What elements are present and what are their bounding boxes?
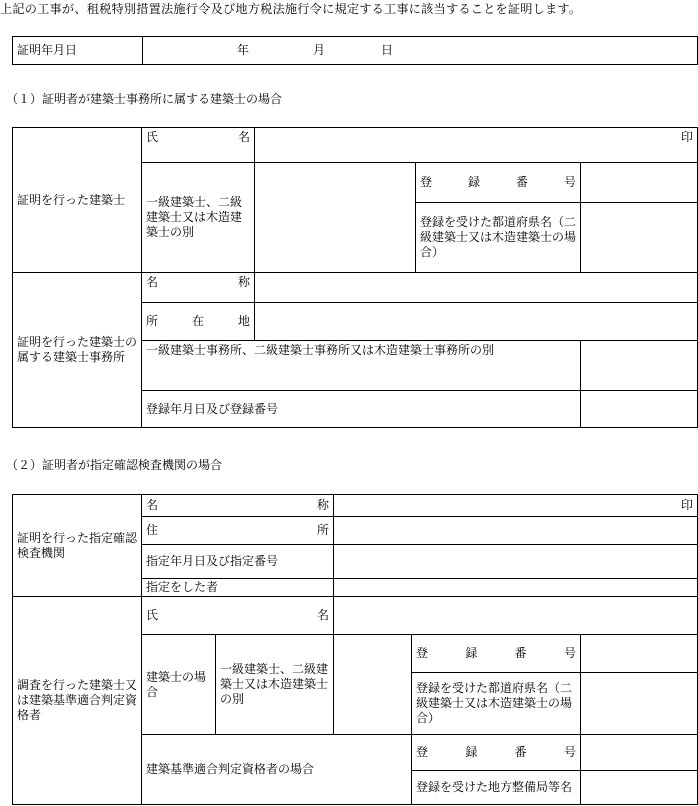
agency-seal-mark: 印 xyxy=(680,498,693,512)
office-class-field[interactable] xyxy=(581,341,698,391)
architect-label: 証明を行った建築士 xyxy=(13,128,142,273)
qualifier-case-label: 建築基準適合判定資格者の場合 xyxy=(142,735,412,805)
agency-name-field[interactable] xyxy=(334,495,698,517)
reg-prefecture-field[interactable] xyxy=(581,203,698,273)
architect-class-field[interactable] xyxy=(255,163,416,273)
agency-address-field[interactable] xyxy=(334,517,698,545)
reg-prefecture-label-2: 登録を受けた都道府県名（二級建築士又は木造建築士の場合） xyxy=(412,673,581,735)
architect-class-field-2[interactable] xyxy=(334,635,412,735)
section1-table xyxy=(12,127,698,428)
cert-date-label: 証明年月日 xyxy=(13,37,143,65)
month-label: 月 xyxy=(313,43,326,57)
qualifier-reg-number-field[interactable] xyxy=(581,735,698,771)
reg-number-field-2[interactable] xyxy=(581,635,698,673)
designator-label: 指定をした者 xyxy=(142,579,334,597)
inspector-name-label: 氏名 xyxy=(142,597,334,635)
reg-number-label-2: 登録番号 xyxy=(412,635,581,673)
office-class-label: 一級建築士事務所、二級建築士事務所又は木造建築士事務所の別 xyxy=(142,341,581,391)
qualifier-bureau-label: 登録を受けた地方整備局等名 xyxy=(412,771,581,805)
agency-address-label: 住所 xyxy=(142,517,334,545)
office-reg-label: 登録年月日及び登録番号 xyxy=(142,391,581,428)
agency-name-label: 名称 xyxy=(142,495,334,517)
office-label: 証明を行った建築士の属する建築士事務所 xyxy=(13,273,142,428)
designation-label: 指定年月日及び指定番号 xyxy=(142,545,334,579)
section1-heading: （１）証明者が建築士事務所に属する建築士の場合 xyxy=(6,92,283,106)
inspector-name-field[interactable] xyxy=(334,597,698,635)
name-field[interactable] xyxy=(255,128,698,163)
designation-field[interactable] xyxy=(334,545,698,579)
architect-class-label: 一級建築士、二級建築士又は木造建築士の別 xyxy=(142,163,255,273)
qualifier-bureau-field[interactable] xyxy=(581,771,698,805)
year-label: 年 xyxy=(237,43,250,57)
name-label: 氏名 xyxy=(142,128,255,163)
intro-text: 上記の工事が、租税特別措置法施行令及び地方税法施行令に規定する工事に該当することを証明します。 xyxy=(0,2,582,16)
day-label: 日 xyxy=(381,43,394,57)
inspector-label: 調査を行った建築士又は建築基準適合判定資格者 xyxy=(13,597,142,805)
reg-prefecture-label: 登録を受けた都道府県名（二級建築士又は木造建築士の場合） xyxy=(416,203,581,273)
section2-heading: （２）証明者が指定確認検査機関の場合 xyxy=(6,458,223,472)
office-address-label: 所在地 xyxy=(142,303,255,341)
section2-table xyxy=(12,494,698,805)
office-reg-field[interactable] xyxy=(581,391,698,428)
architect-case-label: 建築士の場合 xyxy=(142,635,216,735)
reg-number-field[interactable] xyxy=(581,163,698,203)
cert-date-table xyxy=(12,36,698,65)
office-name-label: 名称 xyxy=(142,273,255,303)
reg-number-label: 登録番号 xyxy=(416,163,581,203)
office-address-field[interactable] xyxy=(255,303,698,341)
designator-field[interactable] xyxy=(334,579,698,597)
seal-mark: 印 xyxy=(680,130,693,144)
reg-prefecture-field-2[interactable] xyxy=(581,673,698,735)
architect-class-label-2: 一級建築士、二級建築士又は木造建築士の別 xyxy=(216,635,334,735)
agency-label: 証明を行った指定確認検査機関 xyxy=(13,495,142,597)
office-name-field[interactable] xyxy=(255,273,698,303)
qualifier-reg-number-label: 登録番号 xyxy=(412,735,581,771)
cert-date-field[interactable] xyxy=(143,37,698,65)
